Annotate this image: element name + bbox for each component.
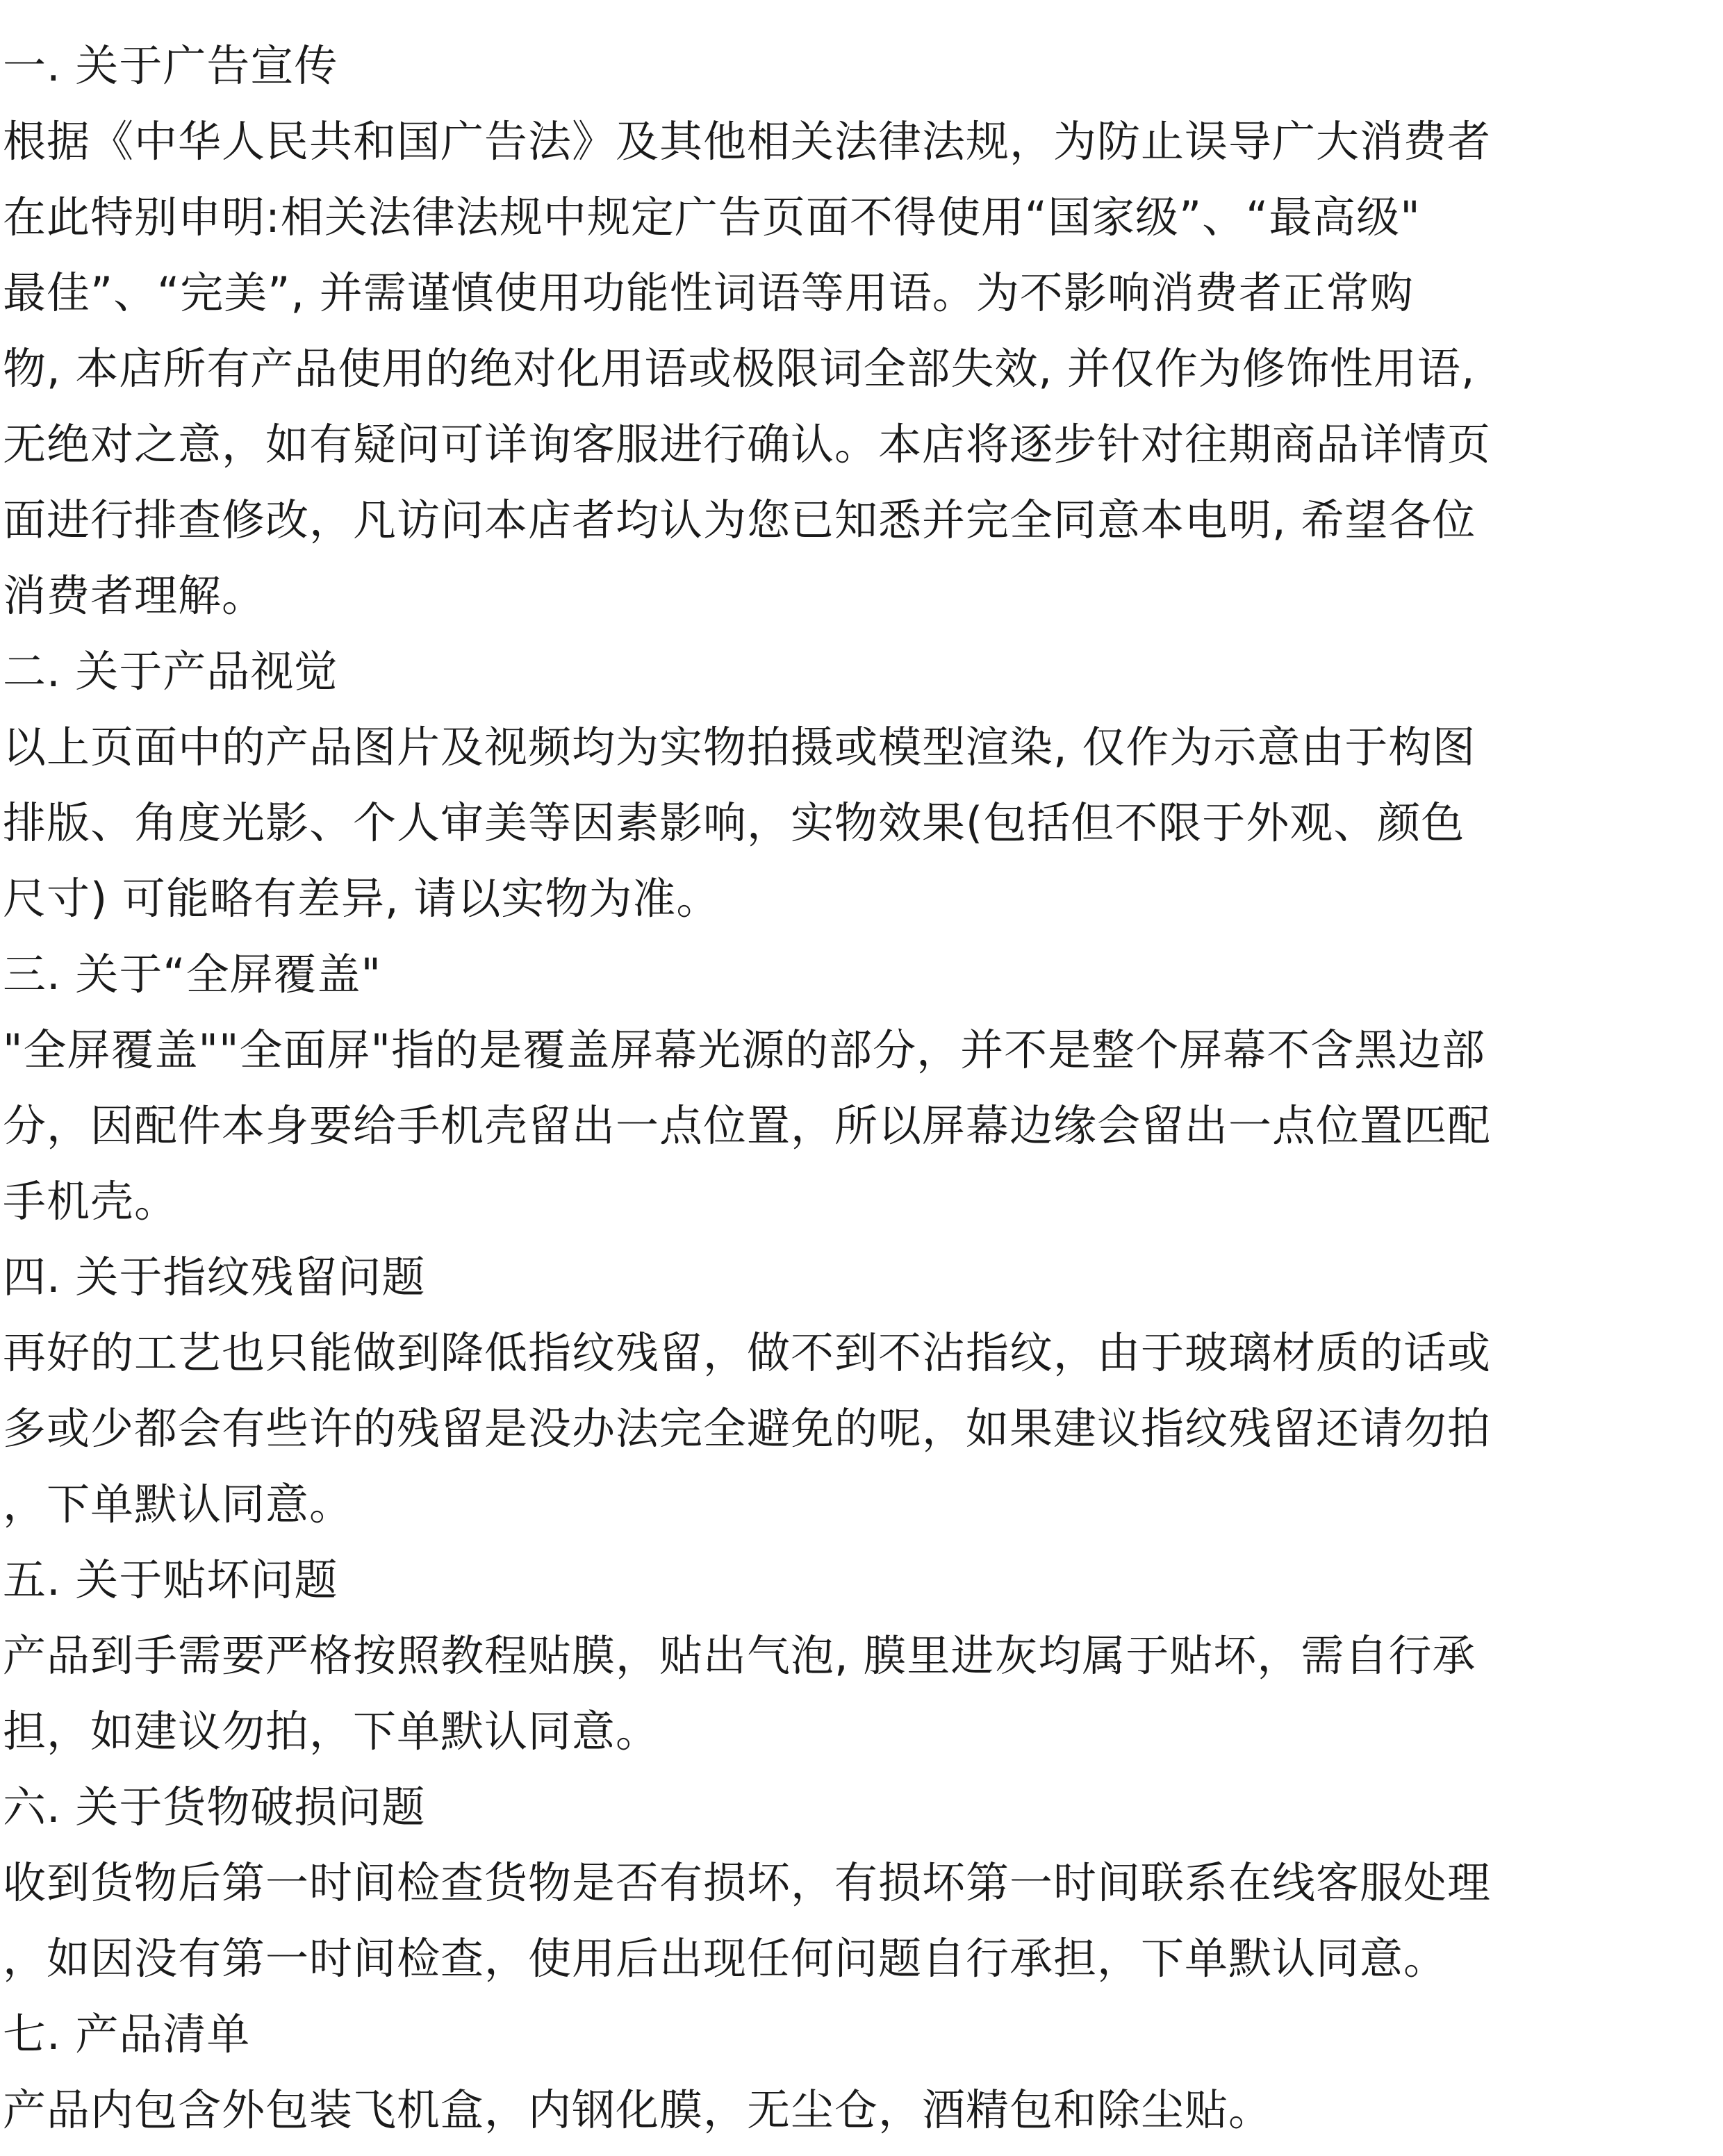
section-product-visual <box>0 633 1723 936</box>
text-line: 根据《中华人民共和国广告法》及其他相关法律法规，为防止误导广大消费者 <box>3 116 1492 167</box>
text-line: 手机壳。 <box>3 1176 179 1227</box>
text-line: 以上页面中的产品图片及视频均为实物拍摄或模型渲染, 仅作为示意由于构图 <box>3 722 1476 772</box>
notice-document <box>0 28 1723 2148</box>
section-heading: 七. 产品清单 <box>3 2009 251 2059</box>
section-fingerprint <box>0 1239 1723 1542</box>
section-heading: 五. 关于贴坏问题 <box>3 1554 338 1605</box>
text-line: 收到货物后第一时间检查货物是否有损坏，有损坏第一时间联系在线客服处理 <box>3 1857 1492 1908</box>
text-line: ，下单默认同意。 <box>3 1479 354 1529</box>
text-line: 面进行排查修改，凡访问本店者均认为您已知悉并完全同意本电明, 希望各位 <box>3 495 1476 545</box>
section-full-screen-coverage <box>0 936 1723 1239</box>
text-line: 无绝对之意，如有疑问可详询客服进行确认。本店将逐步针对往期商品详情页 <box>3 419 1492 470</box>
text-line: 多或少都会有些许的残留是没办法完全避免的呢，如果建议指纹残留还请勿拍 <box>3 1403 1492 1454</box>
text-line: ，如因没有第一时间检查，使用后出现任何问题自行承担，下单默认同意。 <box>3 1933 1448 1984</box>
text-line: 再好的工艺也只能做到降低指纹残留，做不到不沾指纹，由于玻璃材质的话或 <box>3 1327 1492 1378</box>
section-heading: 二. 关于产品视觉 <box>3 646 338 697</box>
section-heading: 三. 关于“全屏覆盖" <box>3 949 382 1000</box>
section-heading: 六. 关于货物破损问题 <box>3 1782 426 1832</box>
text-line: 担，如建议勿拍，下单默认同意。 <box>3 1706 660 1757</box>
text-line: 消费者理解。 <box>3 570 266 621</box>
text-line: 分，因配件本身要给手机壳留出一点位置，所以屏幕边缘会留出一点位置匹配 <box>3 1100 1492 1151</box>
text-line: 排版、角度光影、个人审美等因素影响，实物效果(包括但不限于外观、颜色 <box>3 797 1465 848</box>
text-line: 尺寸) 可能略有差异, 请以实物为准。 <box>3 873 720 924</box>
text-line: "全屏覆盖""全面屏"指的是覆盖屏幕光源的部分，并不是整个屏幕不含黑边部 <box>3 1025 1486 1075</box>
section-heading: 一. 关于广告宣传 <box>3 40 338 91</box>
section-product-list <box>0 1996 1723 2148</box>
text-line: 最佳”、“完美”, 并需谨慎使用功能性词语等用语。为不影响消费者正常购 <box>3 267 1414 318</box>
section-application-damage <box>0 1542 1723 1769</box>
text-line: 在此特别申明:相关法律法规中规定广告页面不得使用“国家级”、“最高级" <box>3 192 1421 242</box>
section-heading: 四. 关于指纹残留问题 <box>3 1252 426 1302</box>
section-advertising <box>0 28 1723 633</box>
text-line: 产品到手需要严格按照教程贴膜，贴出气泡, 膜里进灰均属于贴坏，需自行承 <box>3 1630 1476 1681</box>
text-line: 产品内包含外包装飞机盒，内钢化膜，无尘仓，酒精包和除尘贴。 <box>3 2084 1273 2135</box>
text-line: 物, 本店所有产品使用的绝对化用语或极限词全部失效, 并仅作为修饰性用语, <box>3 343 1476 394</box>
section-shipping-damage <box>0 1769 1723 1996</box>
